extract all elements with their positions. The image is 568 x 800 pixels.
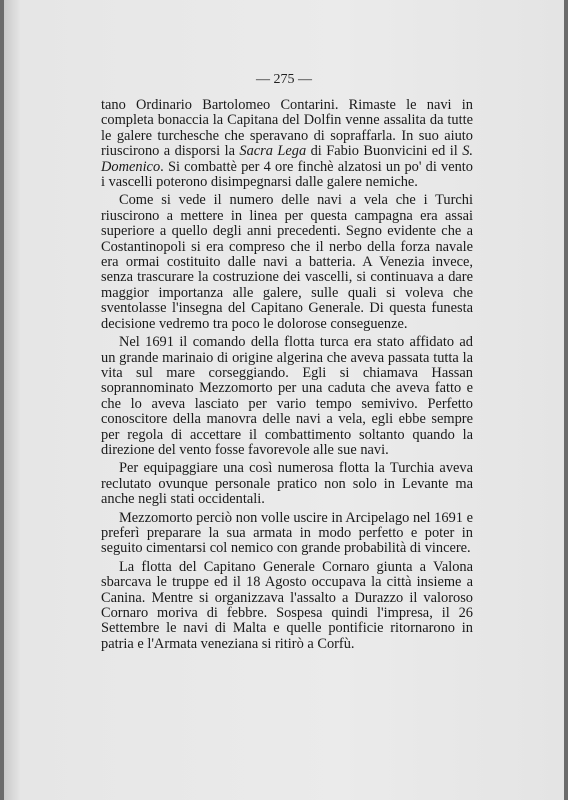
paragraph-4: Per equipaggiare una così numerosa flotta la Turchia aveva reclutato ovunque personale pratico non solo in Levante ma anche negli stati occidentali. xyxy=(101,460,473,508)
page-number: — 275 — xyxy=(256,72,312,87)
paragraph-1 xyxy=(101,98,473,190)
book-page xyxy=(4,0,564,800)
paragraph-1-part-1: tano Ordinario Bartolomeo Contarini. Rimaste le navi in completa bonaccia la Capitana del Dolfin venne assalita da tutte le galere turchesche che speravano di sopraffarla. In suo aiuto riuscirono a disporsi la xyxy=(101,97,473,160)
paragraph-3: Nel 1691 il comando della flotta turca era stato affidato ad un grande marinaio di origine algerina che aveva passata tutta la vita sul mare corseggiando. Egli si chiamava Hassan soprannominato Mezzomorto per una caduta che aveva fatto e che lo aveva lasciato per vario tempo semivivo. Perfetto conoscitore della manovra delle navi a vela, egli ebbe sempre per regola di accettare il combattimento soltanto quando la direzione del vento fosse favorevole alle sue navi. xyxy=(101,334,473,458)
paragraph-5: Mezzomorto perciò non volle uscire in Arcipelago nel 1691 e preferì preparare la sua armata in modo perfetto e poter in seguito cimentarsi col nemico con grande probabilità di vincere. xyxy=(101,509,473,557)
paragraph-1-part-3: di Fabio Buonvicini ed il xyxy=(306,143,463,160)
ship-name-sacra-lega: Sacra Lega xyxy=(239,143,307,160)
body-text xyxy=(101,98,473,655)
paragraph-2: Come si vede il numero delle navi a vela che i Turchi riuscirono a mettere in linea per questa campagna era assai superiore a quello degli anni precedenti. Segno evidente che a Costantinopoli si era compreso che il nerbo della forza navale era ormai costituito dalle navi a batteria. A Venezia invece, senza trascurare la costruzione dei vascelli, si continuava a dare maggior importanza alle galere, sulle quali si voleva che sventolasse l'insegna del Capitano Generale. Di questa funesta decisione vedremo tra poco le dolorose conseguenze. xyxy=(101,192,473,332)
paragraph-1-part-5: . Si combattè per 4 ore finchè alzatosi un po' di vento i vascelli poterono disimpegnarsi dalle galere nemiche. xyxy=(101,158,473,191)
paragraph-6: La flotta del Capitano Generale Cornaro giunta a Valona sbarcava le truppe ed il 18 Agosto occupava la città insieme a Canina. Mentre si organizzava l'assalto a Durazzo il valoroso Cornaro moriva di febbre. Sospesa quindi l'impresa, il 26 Settembre le navi di Malta e quelle pontificie ritornarono in patria e l'Armata veneziana si ritirò a Corfù. xyxy=(101,558,473,652)
ship-name-s-domenico: S. Domenico xyxy=(101,143,473,175)
